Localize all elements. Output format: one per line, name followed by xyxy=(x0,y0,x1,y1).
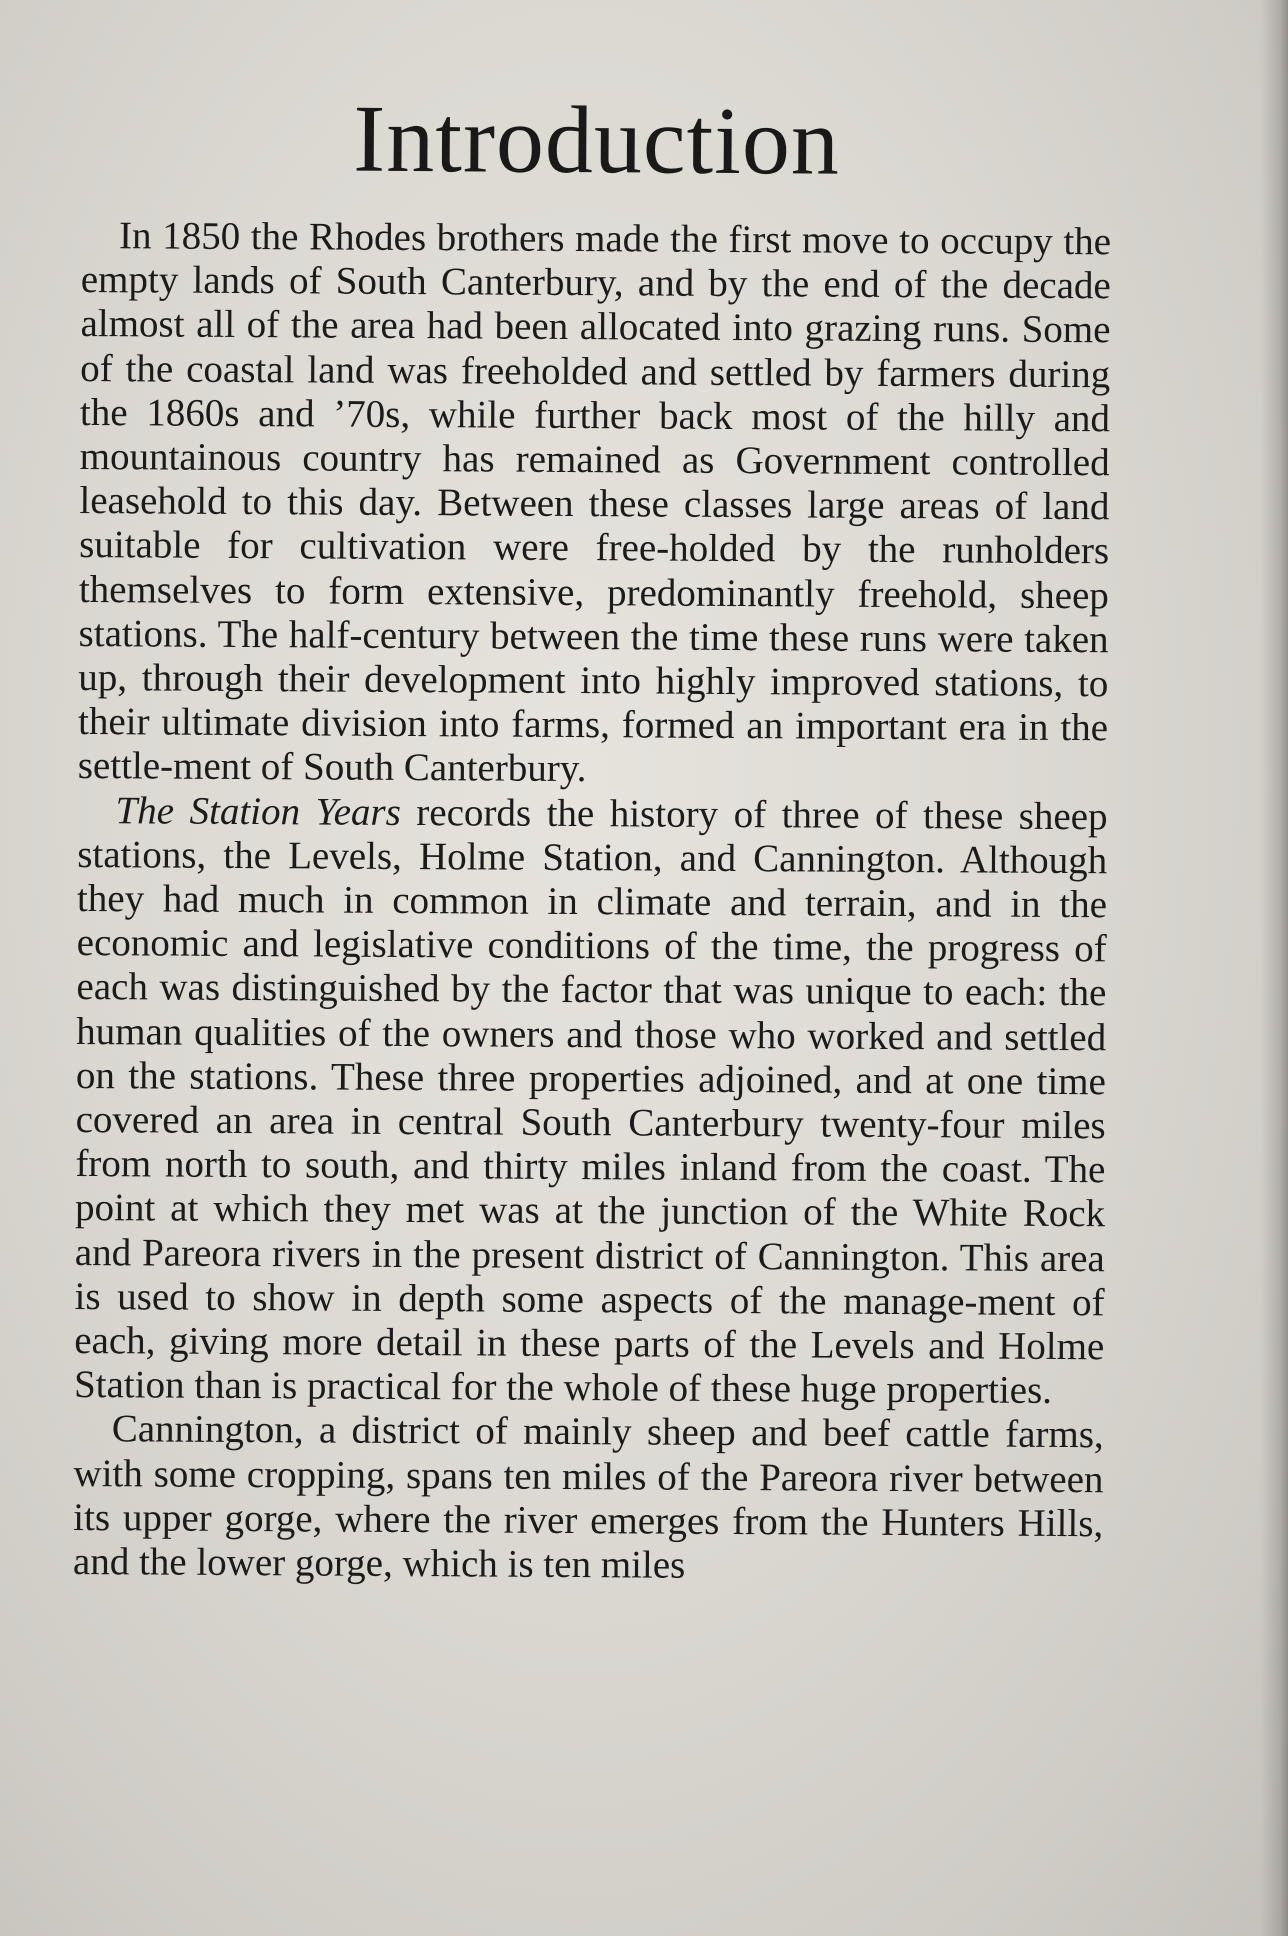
page-title: Introduction xyxy=(353,84,841,195)
page-content xyxy=(73,82,1112,1591)
paragraph-2 xyxy=(74,789,1108,1414)
paragraph-3: Cannington, a district of mainly sheep and beef cattle farms, with some cropping, spans ten miles of the Pareora river between its upper gorge, where the river emerges from the Hunters Hills, and the lower gorge, which is ten miles xyxy=(72,1407,1104,1587)
paragraph-1: In 1850 the Rhodes brothers made the first move to occupy the empty lands of South Canterbury, and by the end of the decade almost all of the area had been allocated into grazing runs. Some of the coastal land was freeholded and settled by farmers during the 1860s and ’70s, while further back most of the hilly and mountainous country has remained as Government controlled leasehold to this day. Between these classes large areas of land suitable for cultivation were free-holded by the runholders themselves to form extensive, predominantly freehold, sheep stations. The half-century between the time these runs were taken up, through their development into highly improved stations, to their ultimate division into farms, formed an important era in the settle-ment of South Canterbury. xyxy=(77,214,1112,791)
paragraph-2-body: records the history of three of these sheep stations, the Levels, Holme Station, and Cannington. Although they had much in common in climate and terrain, and in the economic and legislative conditions of the time, the progress of each was distinguished by the factor that was unique to each: the human qualities of the owners and those who worked and settled on the stations. These three properties adjoined, and at one time covered an area in central South Canterbury twenty-four miles from north to south, and thirty miles inland from the coast. The point at which they met was at the junction of the White Rock and Pareora rivers in the present district of Cannington. This area is used to show in depth some aspects of the manage-ment of each, giving more detail in these parts of the Levels and Holme Station than is practical for the whole of these huge properties. xyxy=(73,790,1108,1413)
spine-shadow xyxy=(1260,0,1288,1936)
book-title-italic: The Station Years xyxy=(115,788,401,834)
